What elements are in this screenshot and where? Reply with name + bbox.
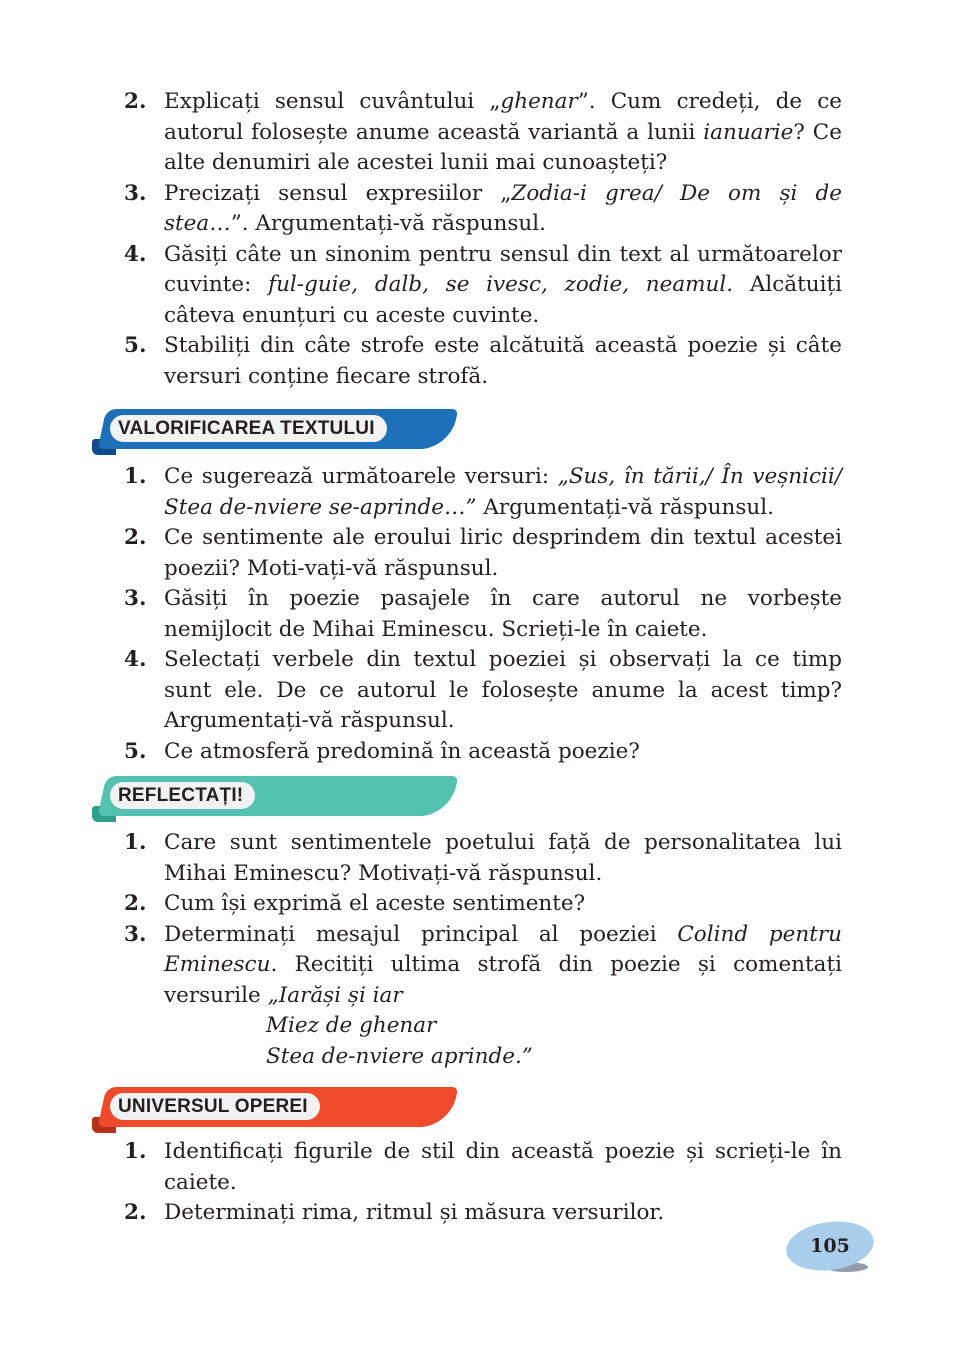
item-number: 3.: [124, 921, 147, 947]
list-item: [124, 523, 842, 584]
list-item: [124, 1198, 842, 1229]
item-text: Ce sentimente ale eroului liric desprindem din textul acestei poezii? Moti-vați-vă răspunsul.: [164, 525, 842, 581]
list-item: [124, 331, 842, 392]
list-item: [124, 920, 842, 1073]
item-text: Identificați figurile de stil din această poezie și scrieți-le în caiete.: [164, 1139, 842, 1195]
item-number: 4.: [124, 241, 147, 267]
list-item: [124, 179, 842, 240]
item-number: 2.: [124, 891, 147, 916]
section-title: UNIVERSUL OPEREI: [110, 1093, 320, 1120]
list-item: [124, 462, 842, 523]
item-text: Găsiți câte un sinonim pentru sensul din text al următoarelor cuvinte:: [164, 241, 842, 297]
item-number: 3.: [124, 180, 147, 206]
item-number: 5.: [124, 738, 147, 764]
item-text: ? Ce alte denumiri ale acestei lunii mai cunoașteți?: [164, 119, 842, 175]
questions-list-valorificarea: [124, 462, 842, 767]
list-item: [124, 889, 842, 920]
item-text-italic: „Sus, în tării,/ În veșnicii/ Stea de-nviere se-aprinde…”: [164, 464, 842, 520]
questions-list-reflectati: [124, 828, 842, 1072]
list-item: [124, 828, 842, 889]
list-item: [124, 737, 842, 768]
list-item: [124, 645, 842, 737]
quote-line: Miez de ghenar: [266, 1013, 437, 1038]
item-text-italic: ful-guie, dalb, se ivesc, zodie, neamul: [268, 272, 727, 297]
item-text-italic: Zodia-i grea/ De om și de stea…: [164, 180, 842, 236]
item-text-italic: ghenar: [500, 89, 578, 114]
item-text: Explicați sensul cuvântului „: [164, 89, 501, 114]
section-banner-universul: [92, 1087, 456, 1133]
item-number: 1.: [124, 1139, 147, 1164]
quote-line: Stea de-nviere aprinde.”: [266, 1043, 533, 1069]
item-number: 3.: [124, 586, 147, 611]
item-text: Care sunt sentimentele poetului față de personalitatea lui Mihai Eminescu? Motivați-vă răspunsul.: [164, 830, 842, 886]
item-text: . Alcătuiți câteva enunțuri cu aceste cuvinte.: [164, 272, 843, 328]
item-number: 4.: [124, 647, 147, 672]
page-number-badge: [786, 1222, 876, 1272]
item-text: Determinați mesajul principal al poeziei: [164, 921, 678, 947]
section-banner-valorificarea: [92, 409, 456, 455]
item-number: 2.: [124, 89, 147, 114]
section-banner-reflectati: [92, 776, 456, 822]
section-title: VALORIFICAREA TEXTULUI: [110, 415, 387, 442]
item-text: Precizați sensul expresiilor „: [164, 180, 512, 206]
item-text: ”. Argumentați-vă răspunsul.: [230, 211, 546, 236]
item-text: Determinați rima, ritmul și măsura versurilor.: [164, 1200, 665, 1225]
item-number: 1.: [124, 830, 147, 855]
section-title: REFLECTAȚI!: [110, 782, 255, 809]
item-text: Stabiliți din câte strofe este alcătuită această poezie și câte versuri conține fiecare strofă.: [164, 333, 842, 389]
item-number: 1.: [124, 464, 147, 489]
list-item: [124, 87, 842, 179]
item-text-italic: ianuarie: [703, 119, 794, 145]
item-number: 2.: [124, 1200, 147, 1225]
item-text: ”. Cum credeți, de ce autorul folosește anume această variantă a lunii: [164, 89, 843, 145]
questions-list-universul: [124, 1137, 842, 1229]
item-text: Găsiți în poezie pasajele în care autorul ne vorbește nemijlocit de Mihai Eminescu. Scrieți-le în caiete.: [164, 586, 842, 642]
item-text-italic: Colind pentru Eminescu: [164, 921, 842, 977]
item-text: Cum își exprimă el aceste sentimente?: [164, 891, 586, 916]
page-number: 105: [810, 1235, 850, 1257]
item-text: Selectați verbele din textul poeziei și observați la ce timp sunt ele. De ce autorul le folosește anume la acest timp? Argumentați-vă răspunsul.: [164, 647, 842, 733]
list-item: [124, 1137, 842, 1198]
item-text: Ce sugerează următoarele versuri:: [164, 464, 558, 489]
item-number: 2.: [124, 525, 147, 550]
item-text: . Recitiți ultima strofă din poezie și comentați versurile: [164, 952, 842, 1008]
item-text: Argumentați-vă răspunsul.: [476, 494, 774, 520]
list-item: [124, 240, 842, 332]
item-number: 5.: [124, 333, 147, 358]
item-text: Ce atmosferă predomină în această poezie?: [164, 738, 640, 764]
quote-line: „Iarăși și iar: [267, 982, 403, 1008]
list-item: [124, 584, 842, 645]
questions-list-intro: [124, 87, 842, 392]
